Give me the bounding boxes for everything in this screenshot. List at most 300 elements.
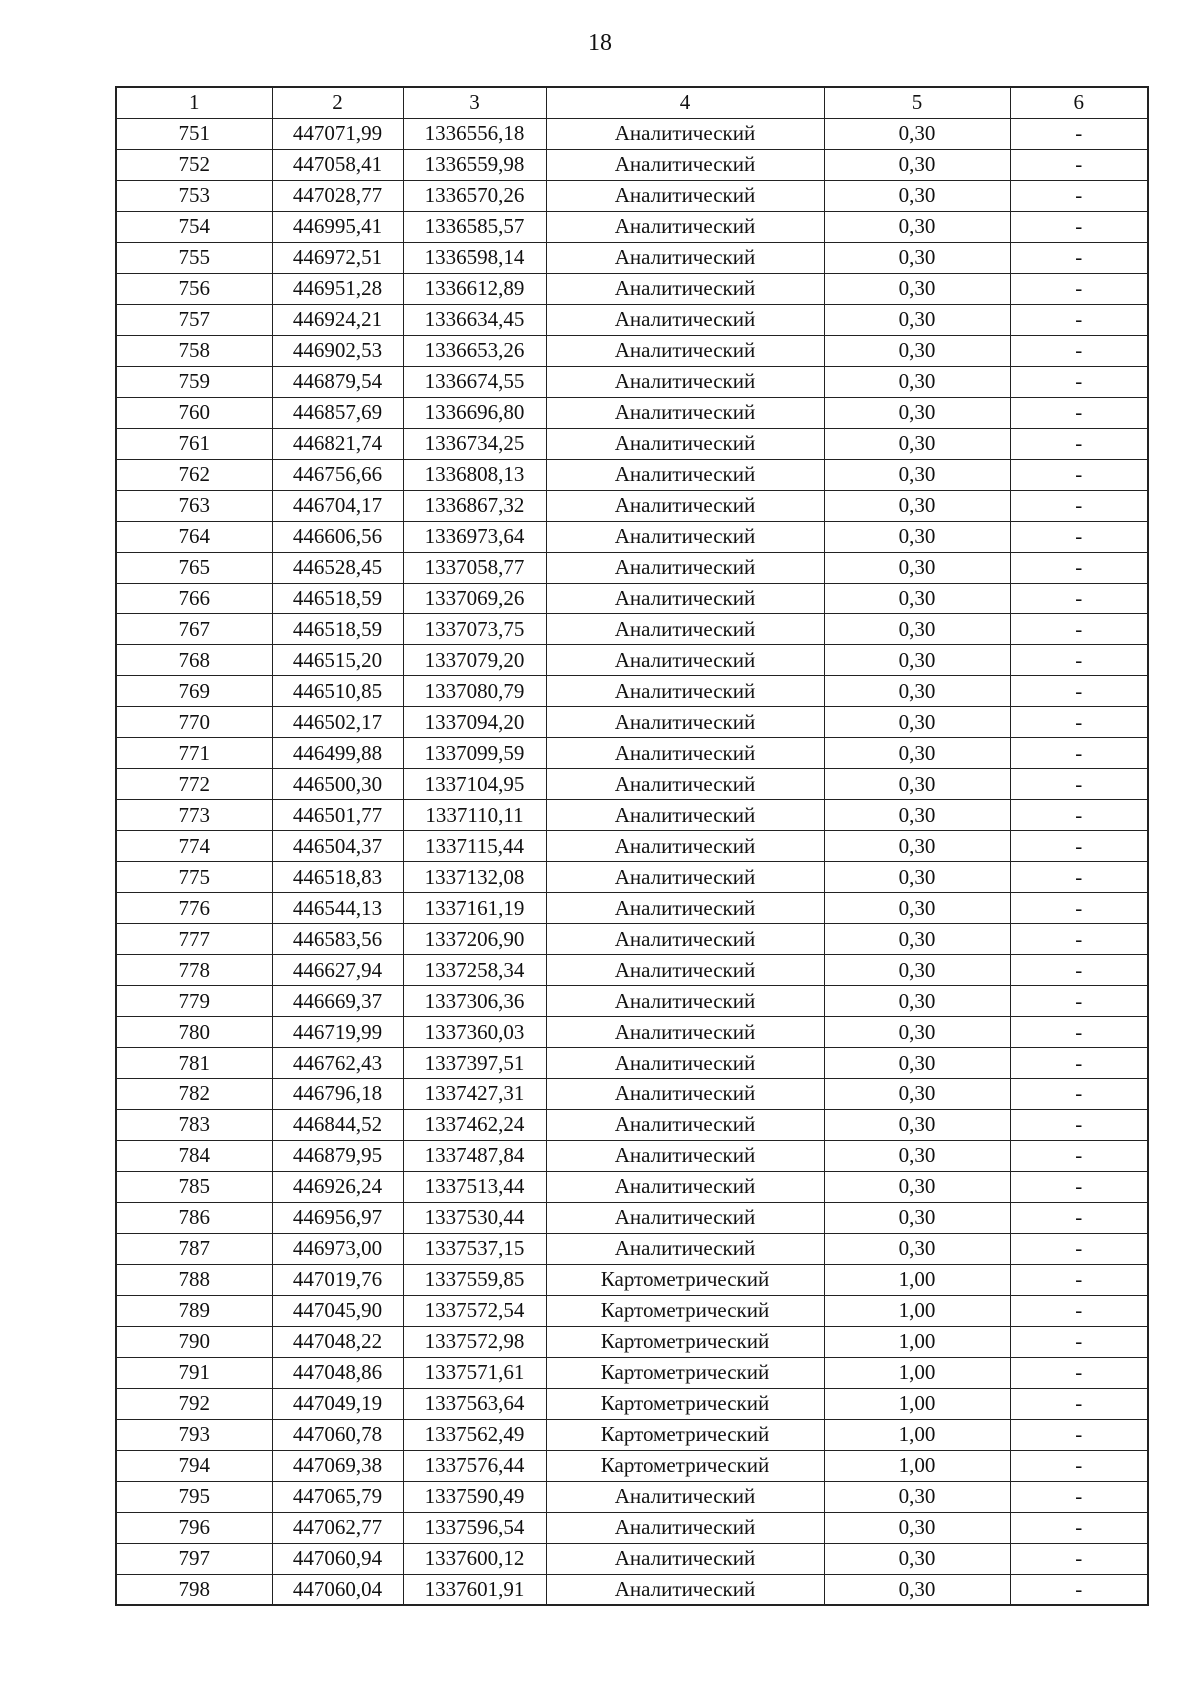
x-coordinate-cell: 446796,18 [272,1079,403,1110]
x-coordinate-cell: 447048,86 [272,1357,403,1388]
table-row [116,1543,1148,1574]
x-coordinate-cell: 447049,19 [272,1388,403,1419]
table-row [116,1574,1148,1605]
table-row [116,149,1148,180]
y-coordinate-cell: 1337559,85 [403,1264,546,1295]
point-number-cell: 779 [116,986,272,1017]
point-number-cell: 791 [116,1357,272,1388]
point-number-cell: 783 [116,1109,272,1140]
y-coordinate-cell: 1336634,45 [403,304,546,335]
y-coordinate-cell: 1337099,59 [403,738,546,769]
y-coordinate-cell: 1336674,55 [403,366,546,397]
point-number-cell: 786 [116,1202,272,1233]
column-header: 1 [116,87,272,118]
accuracy-cell: 0,30 [824,242,1010,273]
method-cell: Аналитический [546,955,824,986]
point-number-cell: 764 [116,521,272,552]
method-cell: Аналитический [546,645,824,676]
y-coordinate-cell: 1337080,79 [403,676,546,707]
note-cell: - [1010,273,1148,304]
note-cell: - [1010,428,1148,459]
accuracy-cell: 0,30 [824,1171,1010,1202]
y-coordinate-cell: 1337487,84 [403,1140,546,1171]
method-cell: Аналитический [546,1079,824,1110]
table-row [116,242,1148,273]
x-coordinate-cell: 447045,90 [272,1295,403,1326]
table-row [116,552,1148,583]
accuracy-cell: 0,30 [824,273,1010,304]
note-cell: - [1010,397,1148,428]
note-cell: - [1010,955,1148,986]
note-cell: - [1010,1233,1148,1264]
table-row [116,1109,1148,1140]
table-row [116,955,1148,986]
accuracy-cell: 0,30 [824,1017,1010,1048]
y-coordinate-cell: 1336585,57 [403,211,546,242]
table-row [116,862,1148,893]
note-cell: - [1010,1079,1148,1110]
table-row [116,1419,1148,1450]
method-cell: Аналитический [546,490,824,521]
method-cell: Аналитический [546,1109,824,1140]
method-cell: Аналитический [546,1543,824,1574]
table-row [116,1481,1148,1512]
x-coordinate-cell: 446995,41 [272,211,403,242]
y-coordinate-cell: 1337576,44 [403,1450,546,1481]
point-number-cell: 775 [116,862,272,893]
method-cell: Аналитический [546,211,824,242]
method-cell: Аналитический [546,614,824,645]
point-number-cell: 763 [116,490,272,521]
table-row [116,769,1148,800]
accuracy-cell: 0,30 [824,645,1010,676]
table-row [116,800,1148,831]
y-coordinate-cell: 1337572,54 [403,1295,546,1326]
y-coordinate-cell: 1337462,24 [403,1109,546,1140]
point-number-cell: 776 [116,893,272,924]
point-number-cell: 784 [116,1140,272,1171]
method-cell: Аналитический [546,1048,824,1079]
accuracy-cell: 0,30 [824,459,1010,490]
x-coordinate-cell: 446902,53 [272,335,403,366]
x-coordinate-cell: 446756,66 [272,459,403,490]
method-cell: Аналитический [546,149,824,180]
y-coordinate-cell: 1336559,98 [403,149,546,180]
x-coordinate-cell: 447062,77 [272,1512,403,1543]
accuracy-cell: 0,30 [824,180,1010,211]
point-number-cell: 794 [116,1450,272,1481]
y-coordinate-cell: 1337069,26 [403,583,546,614]
method-cell: Картометрический [546,1450,824,1481]
y-coordinate-cell: 1337094,20 [403,707,546,738]
y-coordinate-cell: 1337572,98 [403,1326,546,1357]
table-row [116,831,1148,862]
accuracy-cell: 0,30 [824,707,1010,738]
accuracy-cell: 0,30 [824,521,1010,552]
note-cell: - [1010,490,1148,521]
method-cell: Аналитический [546,583,824,614]
table-row [116,459,1148,490]
y-coordinate-cell: 1336598,14 [403,242,546,273]
x-coordinate-cell: 446583,56 [272,924,403,955]
method-cell: Аналитический [546,335,824,366]
x-coordinate-cell: 446606,56 [272,521,403,552]
table-row [116,924,1148,955]
note-cell: - [1010,738,1148,769]
accuracy-cell: 1,00 [824,1264,1010,1295]
note-cell: - [1010,583,1148,614]
point-number-cell: 767 [116,614,272,645]
x-coordinate-cell: 446501,77 [272,800,403,831]
method-cell: Аналитический [546,1512,824,1543]
accuracy-cell: 0,30 [824,366,1010,397]
point-number-cell: 788 [116,1264,272,1295]
method-cell: Аналитический [546,118,824,149]
accuracy-cell: 1,00 [824,1419,1010,1450]
y-coordinate-cell: 1337073,75 [403,614,546,645]
note-cell: - [1010,1574,1148,1605]
y-coordinate-cell: 1337058,77 [403,552,546,583]
note-cell: - [1010,924,1148,955]
note-cell: - [1010,118,1148,149]
x-coordinate-cell: 447028,77 [272,180,403,211]
accuracy-cell: 0,30 [824,986,1010,1017]
note-cell: - [1010,1171,1148,1202]
column-header: 5 [824,87,1010,118]
table-row [116,490,1148,521]
y-coordinate-cell: 1337258,34 [403,955,546,986]
method-cell: Аналитический [546,1171,824,1202]
point-number-cell: 790 [116,1326,272,1357]
accuracy-cell: 0,30 [824,1481,1010,1512]
note-cell: - [1010,211,1148,242]
point-number-cell: 768 [116,645,272,676]
y-coordinate-cell: 1337562,49 [403,1419,546,1450]
x-coordinate-cell: 446518,83 [272,862,403,893]
y-coordinate-cell: 1337601,91 [403,1574,546,1605]
x-coordinate-cell: 447048,22 [272,1326,403,1357]
x-coordinate-cell: 446518,59 [272,583,403,614]
x-coordinate-cell: 446844,52 [272,1109,403,1140]
table-row [116,645,1148,676]
note-cell: - [1010,1295,1148,1326]
accuracy-cell: 0,30 [824,676,1010,707]
table-row [116,366,1148,397]
note-cell: - [1010,800,1148,831]
note-cell: - [1010,1264,1148,1295]
x-coordinate-cell: 447069,38 [272,1450,403,1481]
accuracy-cell: 0,30 [824,211,1010,242]
note-cell: - [1010,831,1148,862]
x-coordinate-cell: 446821,74 [272,428,403,459]
note-cell: - [1010,1419,1148,1450]
accuracy-cell: 0,30 [824,738,1010,769]
y-coordinate-cell: 1337537,15 [403,1233,546,1264]
x-coordinate-cell: 446956,97 [272,1202,403,1233]
method-cell: Аналитический [546,924,824,955]
point-number-cell: 780 [116,1017,272,1048]
accuracy-cell: 1,00 [824,1295,1010,1326]
x-coordinate-cell: 446704,17 [272,490,403,521]
method-cell: Аналитический [546,707,824,738]
x-coordinate-cell: 446857,69 [272,397,403,428]
accuracy-cell: 0,30 [824,1202,1010,1233]
method-cell: Аналитический [546,769,824,800]
y-coordinate-cell: 1337104,95 [403,769,546,800]
y-coordinate-cell: 1337590,49 [403,1481,546,1512]
point-number-cell: 758 [116,335,272,366]
accuracy-cell: 0,30 [824,397,1010,428]
note-cell: - [1010,862,1148,893]
column-header: 2 [272,87,403,118]
point-number-cell: 772 [116,769,272,800]
x-coordinate-cell: 446719,99 [272,1017,403,1048]
point-number-cell: 785 [116,1171,272,1202]
y-coordinate-cell: 1336570,26 [403,180,546,211]
accuracy-cell: 0,30 [824,118,1010,149]
accuracy-cell: 1,00 [824,1388,1010,1419]
note-cell: - [1010,149,1148,180]
note-cell: - [1010,893,1148,924]
point-number-cell: 795 [116,1481,272,1512]
y-coordinate-cell: 1337513,44 [403,1171,546,1202]
accuracy-cell: 0,30 [824,1048,1010,1079]
point-number-cell: 752 [116,149,272,180]
x-coordinate-cell: 446879,54 [272,366,403,397]
point-number-cell: 773 [116,800,272,831]
point-number-cell: 781 [116,1048,272,1079]
accuracy-cell: 0,30 [824,893,1010,924]
point-number-cell: 777 [116,924,272,955]
accuracy-cell: 0,30 [824,1512,1010,1543]
y-coordinate-cell: 1337530,44 [403,1202,546,1233]
accuracy-cell: 0,30 [824,614,1010,645]
note-cell: - [1010,1048,1148,1079]
y-coordinate-cell: 1336734,25 [403,428,546,459]
accuracy-cell: 0,30 [824,1109,1010,1140]
accuracy-cell: 0,30 [824,552,1010,583]
table-row [116,397,1148,428]
x-coordinate-cell: 446502,17 [272,707,403,738]
method-cell: Аналитический [546,459,824,490]
x-coordinate-cell: 447071,99 [272,118,403,149]
table-row [116,1017,1148,1048]
y-coordinate-cell: 1337306,36 [403,986,546,1017]
point-number-cell: 792 [116,1388,272,1419]
accuracy-cell: 0,30 [824,1574,1010,1605]
method-cell: Картометрический [546,1326,824,1357]
y-coordinate-cell: 1337079,20 [403,645,546,676]
x-coordinate-cell: 447065,79 [272,1481,403,1512]
accuracy-cell: 0,30 [824,924,1010,955]
table-row [116,1357,1148,1388]
accuracy-cell: 0,30 [824,1140,1010,1171]
table-row [116,614,1148,645]
table-row [116,335,1148,366]
accuracy-cell: 1,00 [824,1450,1010,1481]
x-coordinate-cell: 446627,94 [272,955,403,986]
note-cell: - [1010,459,1148,490]
page-number: 18 [588,30,612,56]
y-coordinate-cell: 1337563,64 [403,1388,546,1419]
note-cell: - [1010,707,1148,738]
x-coordinate-cell: 447060,78 [272,1419,403,1450]
y-coordinate-cell: 1337596,54 [403,1512,546,1543]
y-coordinate-cell: 1337397,51 [403,1048,546,1079]
table-row [116,738,1148,769]
table-row [116,118,1148,149]
x-coordinate-cell: 446528,45 [272,552,403,583]
point-number-cell: 753 [116,180,272,211]
x-coordinate-cell: 446762,43 [272,1048,403,1079]
accuracy-cell: 0,30 [824,1543,1010,1574]
x-coordinate-cell: 446504,37 [272,831,403,862]
point-number-cell: 789 [116,1295,272,1326]
x-coordinate-cell: 446972,51 [272,242,403,273]
point-number-cell: 774 [116,831,272,862]
note-cell: - [1010,180,1148,211]
table-row [116,1140,1148,1171]
table-row [116,1202,1148,1233]
note-cell: - [1010,645,1148,676]
method-cell: Аналитический [546,893,824,924]
table-row [116,273,1148,304]
method-cell: Картометрический [546,1357,824,1388]
note-cell: - [1010,1140,1148,1171]
x-coordinate-cell: 446500,30 [272,769,403,800]
x-coordinate-cell: 447058,41 [272,149,403,180]
method-cell: Аналитический [546,1202,824,1233]
table-row [116,521,1148,552]
point-number-cell: 796 [116,1512,272,1543]
point-number-cell: 760 [116,397,272,428]
note-cell: - [1010,1450,1148,1481]
y-coordinate-cell: 1337110,11 [403,800,546,831]
point-number-cell: 761 [116,428,272,459]
method-cell: Аналитический [546,1481,824,1512]
method-cell: Аналитический [546,1017,824,1048]
x-coordinate-cell: 447060,94 [272,1543,403,1574]
note-cell: - [1010,1543,1148,1574]
note-cell: - [1010,676,1148,707]
point-number-cell: 754 [116,211,272,242]
point-number-cell: 759 [116,366,272,397]
method-cell: Картометрический [546,1295,824,1326]
table-row [116,304,1148,335]
table-row [116,1295,1148,1326]
note-cell: - [1010,1017,1148,1048]
x-coordinate-cell: 446510,85 [272,676,403,707]
accuracy-cell: 1,00 [824,1326,1010,1357]
point-number-cell: 797 [116,1543,272,1574]
x-coordinate-cell: 446879,95 [272,1140,403,1171]
point-number-cell: 762 [116,459,272,490]
x-coordinate-cell: 447019,76 [272,1264,403,1295]
note-cell: - [1010,304,1148,335]
note-cell: - [1010,366,1148,397]
table-header-row [116,87,1148,118]
method-cell: Аналитический [546,862,824,893]
x-coordinate-cell: 446924,21 [272,304,403,335]
table-row [116,1233,1148,1264]
method-cell: Аналитический [546,1574,824,1605]
point-number-cell: 765 [116,552,272,583]
accuracy-cell: 0,30 [824,335,1010,366]
method-cell: Аналитический [546,242,824,273]
y-coordinate-cell: 1337360,03 [403,1017,546,1048]
method-cell: Аналитический [546,366,824,397]
y-coordinate-cell: 1337115,44 [403,831,546,862]
point-number-cell: 770 [116,707,272,738]
point-number-cell: 755 [116,242,272,273]
table-row [116,211,1148,242]
accuracy-cell: 0,30 [824,428,1010,459]
method-cell: Картометрический [546,1264,824,1295]
y-coordinate-cell: 1336867,32 [403,490,546,521]
y-coordinate-cell: 1336612,89 [403,273,546,304]
note-cell: - [1010,1388,1148,1419]
accuracy-cell: 0,30 [824,304,1010,335]
x-coordinate-cell: 446951,28 [272,273,403,304]
x-coordinate-cell: 446515,20 [272,645,403,676]
y-coordinate-cell: 1337571,61 [403,1357,546,1388]
x-coordinate-cell: 446926,24 [272,1171,403,1202]
method-cell: Аналитический [546,397,824,428]
point-number-cell: 751 [116,118,272,149]
method-cell: Аналитический [546,304,824,335]
note-cell: - [1010,1202,1148,1233]
table-row [116,1326,1148,1357]
accuracy-cell: 1,00 [824,1357,1010,1388]
point-number-cell: 782 [116,1079,272,1110]
y-coordinate-cell: 1336973,64 [403,521,546,552]
note-cell: - [1010,242,1148,273]
table-row [116,893,1148,924]
point-number-cell: 787 [116,1233,272,1264]
accuracy-cell: 0,30 [824,769,1010,800]
column-header: 6 [1010,87,1148,118]
note-cell: - [1010,1109,1148,1140]
table-row [116,1450,1148,1481]
y-coordinate-cell: 1336653,26 [403,335,546,366]
x-coordinate-cell: 446973,00 [272,1233,403,1264]
point-number-cell: 769 [116,676,272,707]
method-cell: Аналитический [546,738,824,769]
accuracy-cell: 0,30 [824,800,1010,831]
method-cell: Аналитический [546,1140,824,1171]
table-body [116,118,1148,1605]
table-row [116,583,1148,614]
accuracy-cell: 0,30 [824,831,1010,862]
x-coordinate-cell: 446499,88 [272,738,403,769]
note-cell: - [1010,614,1148,645]
y-coordinate-cell: 1337600,12 [403,1543,546,1574]
note-cell: - [1010,552,1148,583]
point-number-cell: 771 [116,738,272,769]
x-coordinate-cell: 446669,37 [272,986,403,1017]
note-cell: - [1010,521,1148,552]
table-row [116,1079,1148,1110]
table-row [116,1171,1148,1202]
point-number-cell: 778 [116,955,272,986]
point-number-cell: 756 [116,273,272,304]
accuracy-cell: 0,30 [824,149,1010,180]
method-cell: Аналитический [546,1233,824,1264]
x-coordinate-cell: 446544,13 [272,893,403,924]
table-row [116,676,1148,707]
y-coordinate-cell: 1337206,90 [403,924,546,955]
y-coordinate-cell: 1337427,31 [403,1079,546,1110]
